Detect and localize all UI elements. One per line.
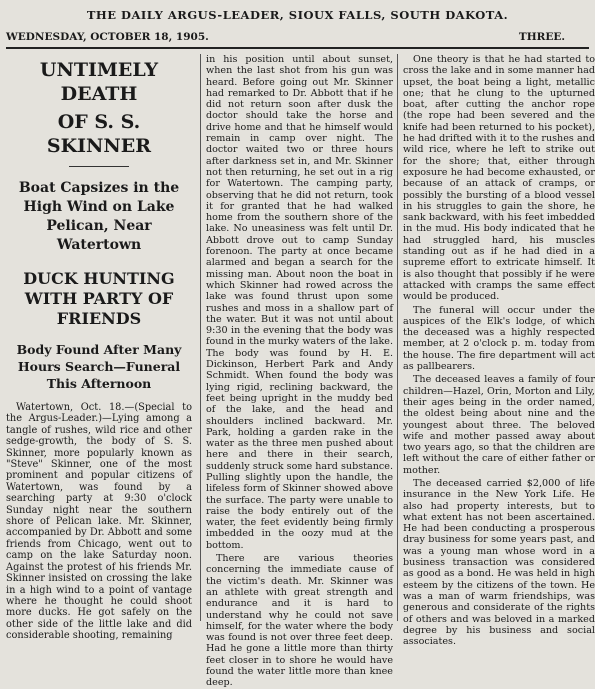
- column-3: [397, 54, 595, 648]
- article-paragraph: The deceased carried $2,000 of life insurance in the New York Life. He also had property interests, but to what extent has not been ascertained. He had been conducting a prosperous dray business for some years past, and was a young man whose word in a business transaction was considered as good as a bond. He was held in high esteem by the citizens of the town. He was a man of warm friendships, was generous and considerate of the rights of others and was beloved in a marked degree by his business and social associates.: [403, 477, 595, 648]
- subheadline-2: DUCK HUNTING WITH PARTY OF FRIENDS: [23, 269, 175, 328]
- issue-date: WEDNESDAY, OCTOBER 18, 1905.: [6, 31, 209, 43]
- column-1: [6, 54, 192, 642]
- divider: [69, 166, 129, 167]
- column-2: [200, 54, 393, 689]
- subheadline-3: Body Found After Many Hours Search—Funeral This Afternoon: [16, 342, 182, 391]
- page-number: THREE.: [518, 31, 565, 43]
- article-paragraph: Watertown, Oct. 18.—(Special to the Argus-Leader.)—Lying among a tangle of rushes, wild rice and other sedge-growth, the body of S. S. Skinner, more popularly known as "Steve" Skinner, one of the most prominent and popular citizens of Watertown, was found by a searching party at 9:30 o'clock Sunday night near the southern shore of Pelican lake. Mr. Skinner, accompanied by Dr. Abbott and some friends from Chicago, went out to camp on the lake Saturday noon. Against the protest of his friends Mr. Skinner insisted on crossing the lake in a high wind to a point of vantage where he thought he could shoot more ducks. He got safely on the other side of the little lake and did considerable shooting, remaining: [6, 402, 192, 642]
- article-paragraph: One theory is that he had started to cross the lake and in some manner had upset, the boat being a light, metallic one; that he clung to the upturned boat, after cutting the anchor rope (the rope had been severed and the knife had been returned to his pocket), he had drifted with it to the rushes and wild rice, where he left to strike out for the shore; that, either through exposure he had become exhausted, or because of an attack of cramps, or possibly the bursting of a blood vessel in his struggles to gain the shore, he sank backward, with his feet imbedded in the mud. His body indicated that he had struggled hard, his muscles standing out as if he had died in a supreme effort to extricate himself. It is also thought that possibly if he were attacked with cramps the same effect would be produced.: [403, 54, 595, 303]
- article-paragraph: in his position until about sunset, when the last shot from his gun was heard. Before going out Mr. Skinner had remarked to Dr. Abbott that if he did not return soon after dusk the doctor should take the horse and drive home and that he himself would remain in camp over night. The doctor waited two or three hours after darkness set in, and Mr. Skinner not then returning, he set out in a rig for Watertown. The camping party, observing that he did not return, took it for granted that he had walked home from the southern shore of the lake. No uneasiness was felt until Dr. Abbott drove out to camp Sunday forenoon. The party at once became alarmed and began a search for the missing man. About noon the boat in which Skinner had rowed across the lake was found thrust upon some rushes and moss in a shallow part of the water. But it was not until about 9:30 in the evening that the body was found in the murky waters of the lake. The body was found by H. E. Dickinson, Herbert Park and Andy Schmidt. When found the body was lying rigid, reclining backward, the feet being upright in the muddy bed of the lake, and the head and shoulders inclined backward. Mr. Park, holding a garden rake in the water as the three men pushed about here and there in their search, suddenly struck some hard substance. Pulling slightly upon the handle, the lifeless form of Skinner showed above the surface. The party were unable to raise the body entirely out of the water, the feet evidently being firmly imbedded in the oozy mud at the bottom.: [206, 54, 393, 551]
- masthead: THE DAILY ARGUS-LEADER, SIOUX FALLS, SOUTH DAKOTA.: [86, 8, 509, 22]
- article-paragraph: There are various theories concerning the immediate cause of the victim's death. Mr. Skinner was an athlete with great strength and endurance and it is hard to understand why he could not save himself, for the water where the body was found is not over three feet deep. Had he gone a little more than thirty feet closer in to shore he would have found the water little more than knee deep.: [206, 553, 393, 689]
- headline-line-2: OF S. S. SKINNER: [46, 111, 152, 157]
- subheadline-1: Boat Capsizes in the High Wind on Lake Pelican, Near Watertown: [18, 180, 180, 253]
- article-paragraph: The funeral will occur under the auspices of the Elk's lodge, of which the deceased was a highly respected member, at 2 o'clock p. m. today from the house. The fire department will act as pallbearers.: [403, 304, 595, 373]
- article-paragraph: The deceased leaves a family of four children—Hazel, Orin, Morton and Lily, their ages being in the order named, the oldest being about nine and the youngest about three. The beloved wife and mother passed away about two years ago, so that the children are left without the care of either father or mother.: [403, 374, 595, 476]
- headline-line-1: UNTIMELY DEATH: [39, 59, 159, 105]
- dateline: [6, 31, 589, 49]
